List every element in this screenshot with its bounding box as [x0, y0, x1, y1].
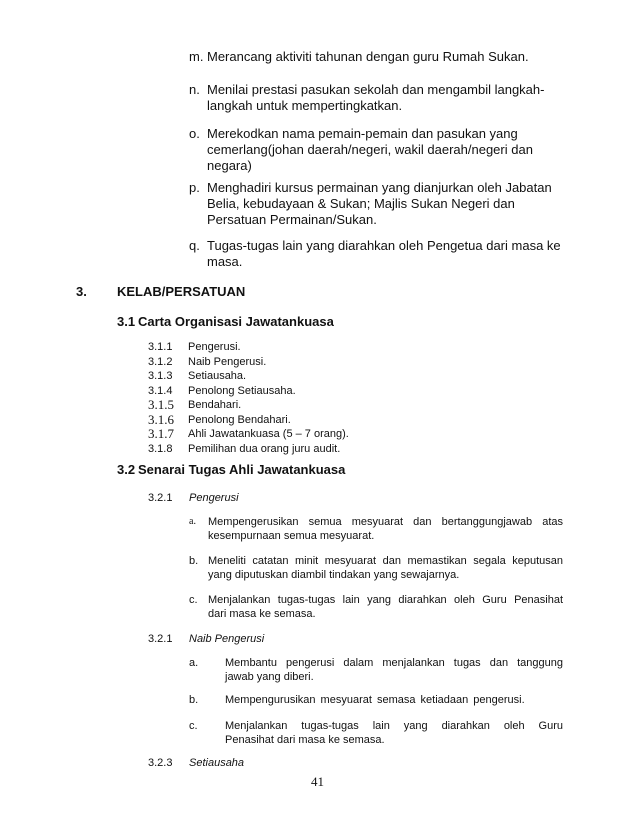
item-line: Merancang aktiviti tahunan dengan guru Rumah Sukan. — [207, 49, 529, 64]
item-number: 3.1.7 — [148, 426, 174, 441]
item-text: Bendahari. — [188, 399, 242, 411]
item-line: cemerlang(johan daerah/negeri, wakil daerah/negeri dan — [207, 142, 533, 157]
duty-line: jawab yang diberi. — [225, 671, 314, 683]
item-number: 3.1.8 — [148, 442, 173, 455]
role-number: 3.2.1 — [148, 492, 173, 504]
duty-line: yang diputuskan diambil tindakan yang sewajarnya. — [208, 569, 460, 581]
item-text: Penolong Bendahari. — [188, 413, 291, 426]
duty-letter: c. — [189, 594, 198, 606]
role-number: 3.2.3 — [148, 757, 173, 769]
item-line: Menilai prestasi pasukan sekolah dan mengambil langkah- — [207, 82, 545, 97]
item-line: Merekodkan nama pemain-pemain dan pasukan yang — [207, 126, 518, 141]
item-number: 3.1.3 — [148, 370, 173, 382]
section-title: KELAB/PERSATUAN — [117, 284, 246, 299]
item-letter: m. — [189, 49, 204, 64]
item-line: Tugas-tugas lain yang diarahkan oleh Pengetua dari masa ke — [207, 238, 561, 253]
duty-line: kesempurnaan semua mesyuarat. — [208, 530, 375, 542]
duty-line: Mempengurusikan mesyuarat semasa ketiadaan pengerusi. — [225, 694, 525, 706]
item-number: 3.1.6 — [148, 411, 174, 427]
item-number: 3.1.5 — [148, 397, 174, 412]
item-letter: q. — [189, 238, 200, 253]
subsection-title: Senarai Tugas Ahli Jawatankuasa — [138, 462, 346, 477]
item-number: 3.1.1 — [148, 341, 173, 353]
duty-letter: b. — [189, 694, 199, 706]
role-title: Setiausaha — [189, 757, 245, 769]
duty-line: Meneliti catatan minit mesyuarat dan memastikan segala keputusan — [208, 555, 563, 567]
item-number: 3.1.4 — [148, 384, 173, 397]
page-number: 41 — [311, 774, 324, 789]
item-number: 3.1.2 — [148, 355, 173, 368]
section-number: 3. — [76, 284, 87, 299]
item-text: Ahli Jawatankuasa (5 – 7 orang). — [188, 428, 349, 440]
item-text: Naib Pengerusi. — [188, 355, 267, 368]
item-line: Belia, kebudayaan & Sukan; Majlis Sukan Negeri dan — [207, 196, 515, 211]
duty-line: Menjalankan tugas-tugas lain yang diarahkan oleh Guru — [225, 720, 563, 732]
item-line: negara) — [207, 158, 252, 173]
duty-letter: b. — [189, 555, 199, 567]
duty-line: Menjalankan tugas-tugas lain yang diarahkan oleh Guru Penasihat — [208, 594, 563, 606]
role-number: 3.2.1 — [148, 633, 173, 645]
item-line: langkah untuk mempertingkatkan. — [207, 98, 403, 113]
role-title: Pengerusi — [189, 492, 239, 504]
duty-line: Mempengerusikan semua mesyuarat dan bertanggungjawab atas — [208, 516, 563, 528]
duty-line: Membantu pengerusi dalam menjalankan tugas dan tanggung — [225, 657, 563, 669]
item-letter: p. — [189, 180, 200, 195]
item-letter: o. — [189, 126, 200, 141]
subsection-number: 3.2 — [117, 462, 136, 477]
item-text: Pengerusi. — [188, 341, 241, 353]
item-line: Menghadiri kursus permainan yang dianjurkan oleh Jabatan — [207, 180, 552, 195]
item-text: Setiausaha. — [188, 370, 247, 382]
item-text: Penolong Setiausaha. — [188, 384, 296, 397]
duty-line: dari masa ke semasa. — [208, 608, 316, 620]
item-text: Pemilihan dua orang juru audit. — [188, 442, 341, 455]
duty-letter: c. — [189, 720, 198, 732]
item-line: masa. — [207, 254, 243, 269]
item-letter: n. — [189, 82, 200, 97]
role-title: Naib Pengerusi — [189, 633, 265, 645]
subsection-title: Carta Organisasi Jawatankuasa — [138, 314, 334, 329]
item-line: Persatuan Permainan/Sukan. — [207, 212, 377, 227]
subsection-number: 3.1 — [117, 314, 136, 329]
duty-letter: a. — [189, 516, 196, 527]
duty-line: Penasihat dari masa ke semasa. — [225, 734, 385, 746]
duty-letter: a. — [189, 657, 199, 669]
